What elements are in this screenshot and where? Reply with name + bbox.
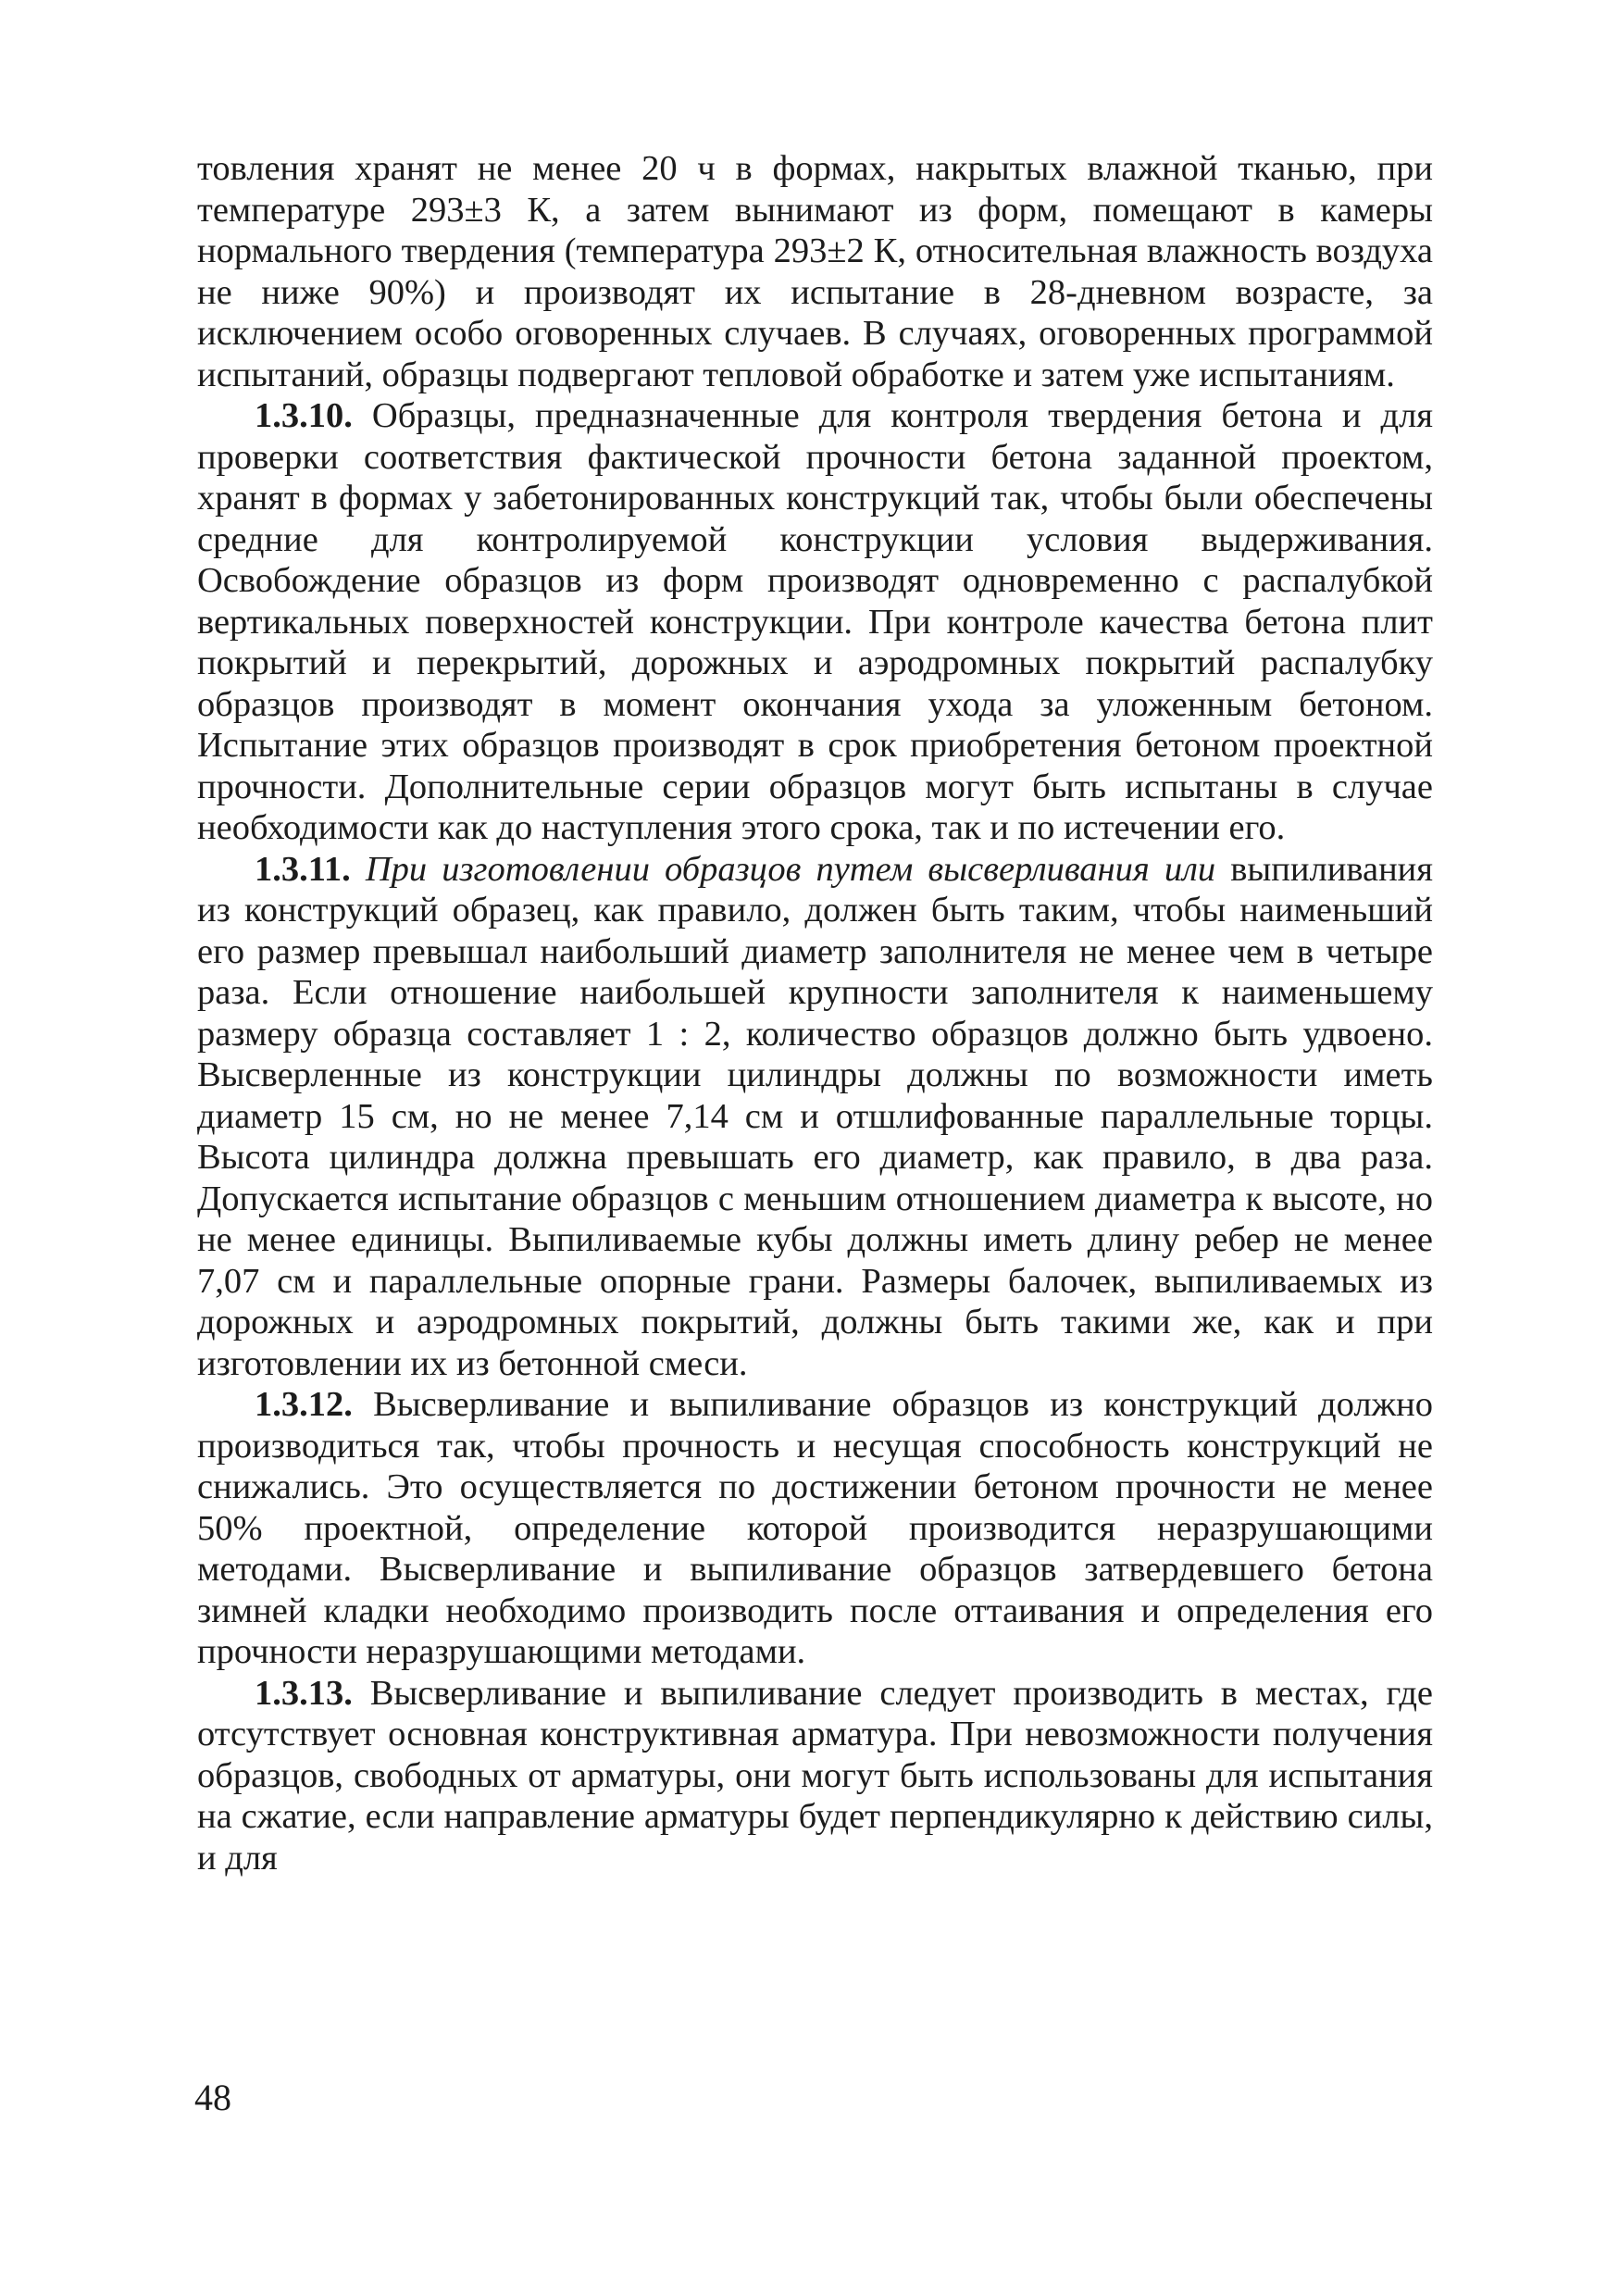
paragraph-italic-lead: При изготовлении образцов путем высверливания или (350, 849, 1216, 889)
section-number: 1.3.12. (255, 1385, 353, 1424)
section-number: 1.3.11. (255, 849, 351, 889)
paragraph-continuation (197, 148, 1433, 395)
paragraph-text: Образцы, предназначенные для контроля твердения бетона и для проверки соответствия фактической прочности бетона заданной проектом, хранят в формах у забетонированных конструкций так, чтобы были обеспечены средние для контролируемой конструкции условия выдерживания. Освобождение образцов из форм производят одновременно с распалубкой вертикальных поверхностей конструкции. При контроле качества бетона плит покрытий и перекрытий, дорожных и аэродромных покрытий распалубку образцов производят в момент окончания ухода за уложенным бетоном. Испытание этих образцов производят в срок приобретения бетоном проектной прочности. Дополнительные серии образцов могут быть испытаны в случае необходимости как до наступления этого срока, так и по истечении его. (197, 396, 1433, 847)
section-number: 1.3.10. (255, 396, 353, 435)
paragraph-text: товления хранят не менее 20 ч в формах, накрытых влажной тканью, при температуре 293±3 К, а затем вынимают из форм, помещают в камеры нормального твердения (температура 293±2 К, относительная влажность воздуха не ниже 90%) и производят их испытание в 28-дневном возрасте, за исключением особо оговоренных случаев. В случаях, оговоренных программой испытаний, образцы подвергают тепловой обработке и затем уже испытаниям. (197, 149, 1433, 394)
paragraph-text: Высверливание и выпиливание образцов из конструкций должно производиться так, чтобы прочность и несущая способность конструкций не снижались. Это осуществляется по достижении бетоном прочности не менее 50% проектной, определение которой производится неразрушающими методами. Высверливание и выпиливание образцов затвердевшего бетона зимней кладки необходимо производить после оттаивания и определения его прочности неразрушающими методами. (197, 1385, 1433, 1671)
paragraph-text: Высверливание и выпиливание следует производить в местах, где отсутствует основная конструктивная арматура. При невозможности получения образцов, свободных от арматуры, они могут быть использованы для испытания на сжатие, если направление арматуры будет перпендикулярно к действию силы, и для (197, 1673, 1433, 1878)
section-number: 1.3.13. (255, 1673, 353, 1713)
paragraph-1-3-13 (197, 1673, 1433, 1879)
paragraph-1-3-12 (197, 1384, 1433, 1673)
page-number: 48 (194, 2077, 231, 2118)
paragraph-text: выпиливания из конструкций образец, как правило, должен быть таким, чтобы наименьший его размер превышал наибольший диаметр заполнителя не менее чем в четыре раза. Если отношение наибольшей крупности заполнителя к наименьшему размеру образца составляет 1 : 2, количество образцов должно быть удвоено. Высверленные из конструкции цилиндры должны по возможности иметь диаметр 15 см, но не менее 7,14 см и отшлифованные параллельные торцы. Высота цилиндра должна превышать его диаметр, как правило, в два раза. Допускается испытание образцов с меньшим отношением диаметра к высоте, но не менее единицы. Выпиливаемые кубы должны иметь длину ребер не менее 7,07 см и параллельные опорные грани. Размеры балочек, выпиливаемых из дорожных и аэродромных покрытий, должны быть такими же, как и при изготовлении их из бетонной смеси. (197, 849, 1433, 1383)
paragraph-1-3-10 (197, 395, 1433, 849)
paragraph-1-3-11 (197, 849, 1433, 1385)
page-body (197, 148, 1433, 1878)
